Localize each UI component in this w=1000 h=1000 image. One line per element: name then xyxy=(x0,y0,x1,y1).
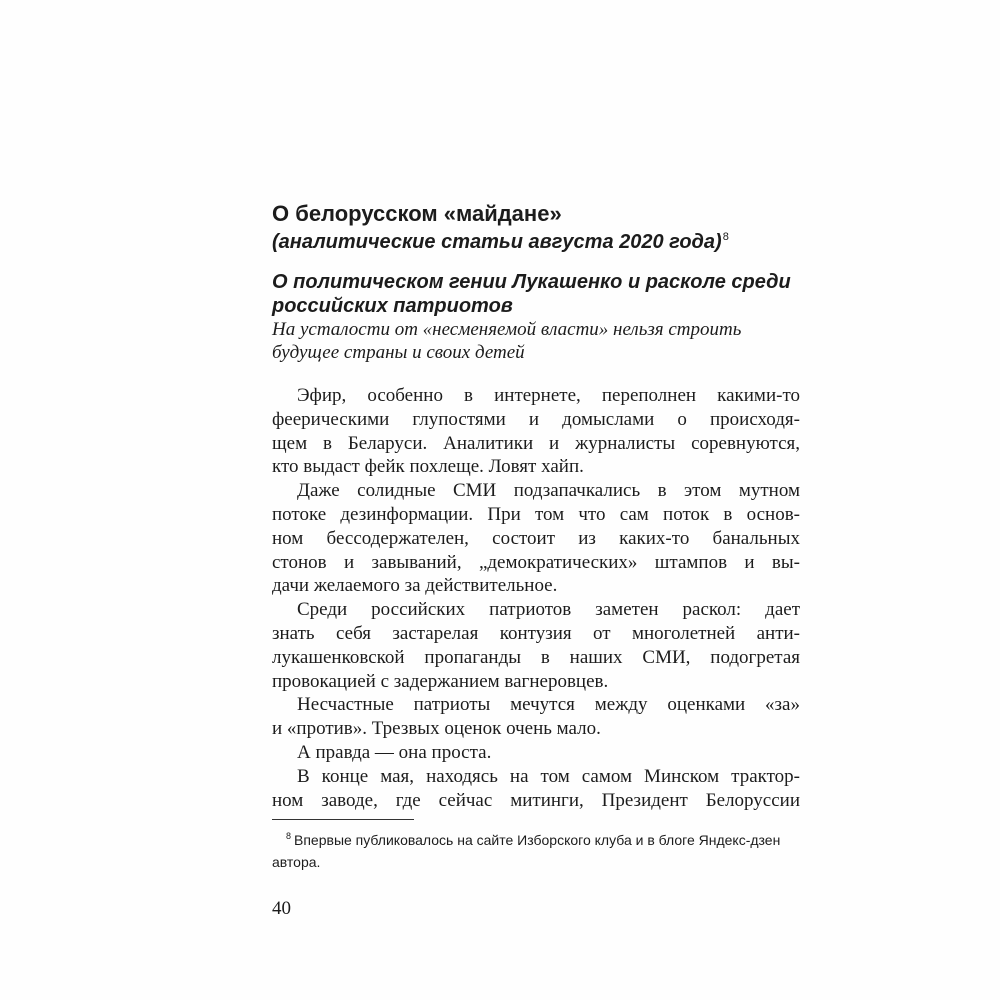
body-paragraph xyxy=(272,693,800,741)
text-line: Среди российских патриотов заметен раскол: дает xyxy=(297,599,800,621)
text-line: ном бессодержателен, состоит из каких-то банальных xyxy=(272,527,800,549)
text-line: знать себя застарелая контузия от многолетней анти- xyxy=(272,622,800,644)
text-line: стонов и завываний, „демократических» штампов и вы- xyxy=(272,551,800,573)
body-paragraph xyxy=(272,384,800,479)
footnote xyxy=(272,829,800,873)
section-lede xyxy=(272,318,800,364)
text-line: Эфир, особенно в интернете, переполнен какими-то xyxy=(297,385,800,406)
text-line: и «против». Трезвых оценок очень мало. xyxy=(272,718,601,740)
text-line: В конце мая, находясь на том самом Минском трактор- xyxy=(297,765,800,787)
text-line: ном заводе, где сейчас митинги, Президент Белоруссии xyxy=(272,789,800,811)
footnote-divider xyxy=(272,819,414,820)
section-heading-line: О политическом гении Лукашенко и расколе среди xyxy=(272,271,791,293)
text-line: кто выдаст фейк похлеще. Ловят хайп. xyxy=(272,456,584,478)
text-line: дачи желаемого за действительное. xyxy=(272,575,558,597)
body-paragraph xyxy=(272,479,800,598)
text-line: щем в Беларуси. Аналитики и журналисты соревнуются, xyxy=(272,432,800,454)
footnote-number: 8 xyxy=(286,831,292,842)
article-title-text: О белорусском «майдане» xyxy=(272,201,562,226)
text-line: А правда — она проста. xyxy=(297,741,492,763)
section-heading xyxy=(272,270,800,318)
text-line: провокацией с задержанием вагнеровцев. xyxy=(272,670,609,692)
text-line: Даже солидные СМИ подзапачкались в этом мутном xyxy=(297,480,800,502)
article-subtitle xyxy=(272,228,800,256)
text-line: Несчастные патриоты мечутся между оценками «за» xyxy=(297,694,800,716)
text-line: феерическими глупостями и домыслами о происходя- xyxy=(272,408,800,430)
footnote-reference[interactable]: 8 xyxy=(722,231,729,244)
lede-line: будущее страны и своих детей xyxy=(272,342,525,363)
page-number: 40 xyxy=(272,898,291,919)
body-text xyxy=(272,384,800,812)
body-paragraph xyxy=(272,741,800,765)
body-paragraph xyxy=(272,598,800,693)
section-heading-line: российских патриотов xyxy=(272,295,513,317)
footnote-line: автора. xyxy=(272,854,321,870)
footnote-line xyxy=(272,829,800,851)
article-subtitle-text: (аналитические статьи августа 2020 года) xyxy=(272,231,722,253)
footnote-text: Впервые публиковалось на сайте Изборского клуба и в блоге Яндекс-дзен xyxy=(294,832,781,848)
lede-line: На усталости от «несменяемой власти» нельзя строить xyxy=(272,319,742,340)
text-line: потоке дезинформации. При том что сам поток в основ- xyxy=(272,503,800,525)
text-line: лукашенковской пропаганды в наших СМИ, подогретая xyxy=(272,646,800,668)
body-paragraph xyxy=(272,765,800,813)
article-title xyxy=(272,200,800,228)
